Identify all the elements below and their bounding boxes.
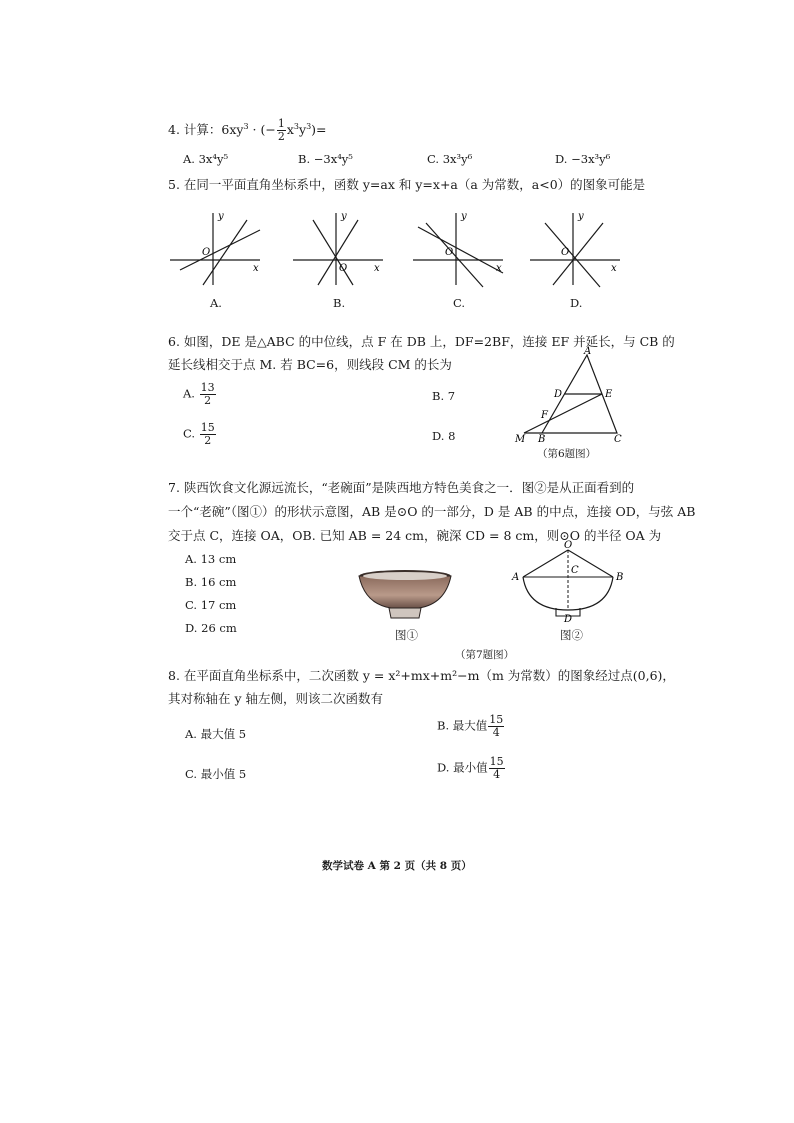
q7-stem-line2: 一个“老碗”（图①）的形状示意图，AB 是⊙O 的一部分，D 是 AB 的中点，连接 OD，与弦 AB [168,504,696,519]
q4-option-a: A. 3x⁴y⁵ [183,152,229,166]
q8-option-b: B. 最大值 $\frac{15}{4}$ [437,713,504,739]
q7-fig2-label-a: A [512,572,520,583]
q7-stem-line1: 7. 陕西饮食文化源远流长，“老碗面”是陕西地方特色美食之一．图②是从正面看到的 [168,480,635,495]
q7-stem-line3: 交于点 C，连接 OA，OB. 已知 AB = 24 cm，碗深 CD = 8 cm，则⊙O 的半径 OA 为 [168,528,662,543]
q7-fig2-label-b: B [616,572,624,583]
q5-a-x-label: x [253,263,259,274]
q4-option-d: D. −3x³y⁶ [555,152,611,166]
q5-c-x-label: x [496,263,502,274]
q5-graph-a [165,205,275,290]
q6-label-e: E [605,389,613,400]
q7-option-a: A. 13 cm [185,552,237,566]
q7-option-d: D. 26 cm [185,621,237,635]
q8-b-fraction: $\frac{15}{4}$ [489,713,504,739]
q8-stem-line1: 8. 在平面直角坐标系中，二次函数 y = x²+mx+m²−m（m 为常数）的图象经过点(0,6)， [168,668,675,683]
q7-fig2-label-d: D [564,614,573,625]
q7-option-b: B. 16 cm [185,575,237,589]
q5-label-c: C. [453,296,466,310]
q6-c-fraction: $\frac{15}{2}$ [200,421,215,447]
q8-stem-line2: 其对称轴在 y 轴左侧，则该二次函数有 [168,691,384,706]
q6-option-b: B. 7 [432,389,456,403]
q5-stem: 5. 在同一平面直角坐标系中，函数 y=ax 和 y=x+a（a 为常数，a<0）的图象可能是 [168,177,646,192]
q5-d-x-label: x [611,263,617,274]
q8-option-a: A. 最大值 5 [185,727,247,741]
q6-figure [512,345,627,445]
q7-bowl-photo [355,568,455,624]
q5-c-origin: O [445,247,454,258]
q4-option-b: B. −3x⁴y⁵ [298,152,353,166]
q7-fig1-caption: 图① [395,628,418,642]
q4-stem: 4. 计算：$6xy^3$ · (− $\frac{1}{2}$ $x^3y^3)=$ [168,117,327,143]
q8-option-c: C. 最小值 5 [185,767,247,781]
q6-label-d: D [554,389,563,400]
q7-option-c: C. 17 cm [185,598,237,612]
q6-stem-line1: 6. 如图，DE 是△ABC 的中位线，点 F 在 DB 上，DF=2BF，连接 EF 并延长，与 CB 的 [168,334,675,349]
q7-bowl-diagram [508,540,628,625]
q4-fraction: $\frac{1}{2}$ [277,117,285,143]
q6-label-a: A [584,346,592,357]
q5-a-origin: O [202,247,211,258]
q5-b-origin: O [339,263,348,274]
q6-a-fraction: $\frac{13}{2}$ [200,381,215,407]
q7-fig2-caption: 图② [560,628,583,642]
q5-d-origin: O [561,247,570,258]
q5-graph-b [288,205,398,290]
q6-caption: （第6题图） [537,448,597,460]
q5-graph-c [408,205,518,290]
q6-option-c: C. $\frac{15}{2}$ [183,421,215,447]
q5-label-d: D. [570,296,583,310]
q8-option-d: D. 最小值 $\frac{15}{4}$ [437,755,504,781]
page-footer: 数学试卷 A 第 2 页（共 8 页） [322,860,472,872]
q5-label-a: A. [210,296,222,310]
q5-b-y-label: y [341,211,347,222]
q5-b-x-label: x [374,263,380,274]
q4-option-c: C. 3x³y⁶ [427,152,473,166]
q5-label-b: B. [333,296,346,310]
q6-label-f: F [541,410,548,421]
q5-graph-d [525,205,635,290]
q5-a-y-label: y [218,211,224,222]
q7-fig2-label-c: C [571,565,579,576]
q6-option-a: A. $\frac{13}{2}$ [183,381,215,407]
q6-label-c: C [614,434,622,445]
q6-stem-line2: 延长线相交于点 M. 若 BC=6，则线段 CM 的长为 [168,357,452,372]
q5-d-y-label: y [578,211,584,222]
q5-c-y-label: y [461,211,467,222]
q8-d-fraction: $\frac{15}{4}$ [489,755,504,781]
q7-fig2-label-o: O [564,540,573,551]
q6-label-m: M [515,434,526,445]
q7-caption: （第7题图） [455,649,515,661]
q6-label-b: B [538,434,546,445]
q6-option-d: D. 8 [432,429,456,443]
